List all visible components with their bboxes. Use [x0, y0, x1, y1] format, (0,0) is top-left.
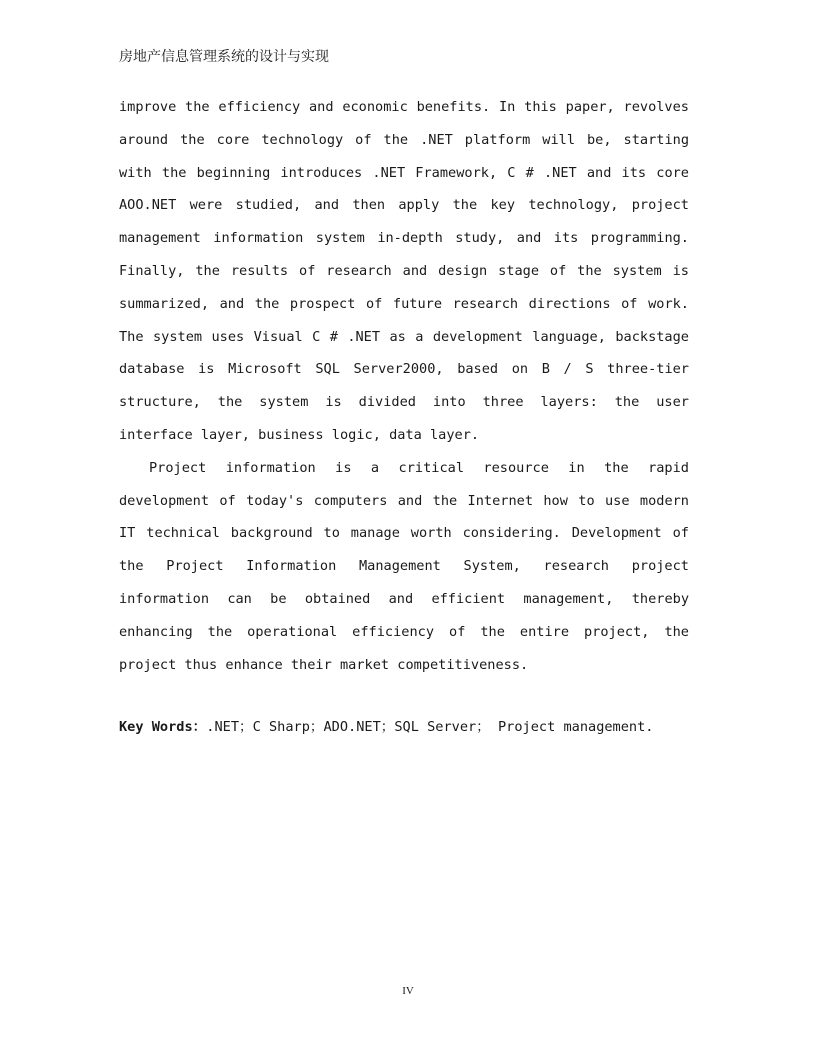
page-header-title: 房地产信息管理系统的设计与实现: [119, 49, 329, 65]
abstract-paragraph-2: Project information is a critical resource in the rapid development of today's computers and the Internet how to use modern IT technical background to manage worth considering. Development of the Project Information Management System, research project information can be obtained and efficient management, thereby enhancing the operational efficiency of the entire project, the project thus enhance their market competitiveness.: [119, 459, 689, 673]
page-number: IV: [402, 985, 414, 997]
keywords-label: Key Words：: [119, 719, 207, 735]
keywords-text: .NET；C Sharp；ADO.NET；SQL Server； Project management.: [206, 719, 654, 735]
abstract-body: [119, 91, 689, 681]
abstract-paragraph-1: improve the efficiency and economic benefits. In this paper, revolves around the core technology of the .NET platform will be, starting with the beginning introduces .NET Framework, C # .NET and its core AOO.NET were studied, and then apply the key technology, project management information system in-depth study, and its programming. Finally, the results of research and design stage of the system is summarized, and the prospect of future research directions of work. The system uses Visual C # .NET as a development language, backstage database is Microsoft SQL Server2000, based on B / S three-tier structure, the system is divided into three layers: the user interface layer, business logic, data layer.: [119, 99, 689, 443]
keywords-line: [119, 714, 689, 740]
